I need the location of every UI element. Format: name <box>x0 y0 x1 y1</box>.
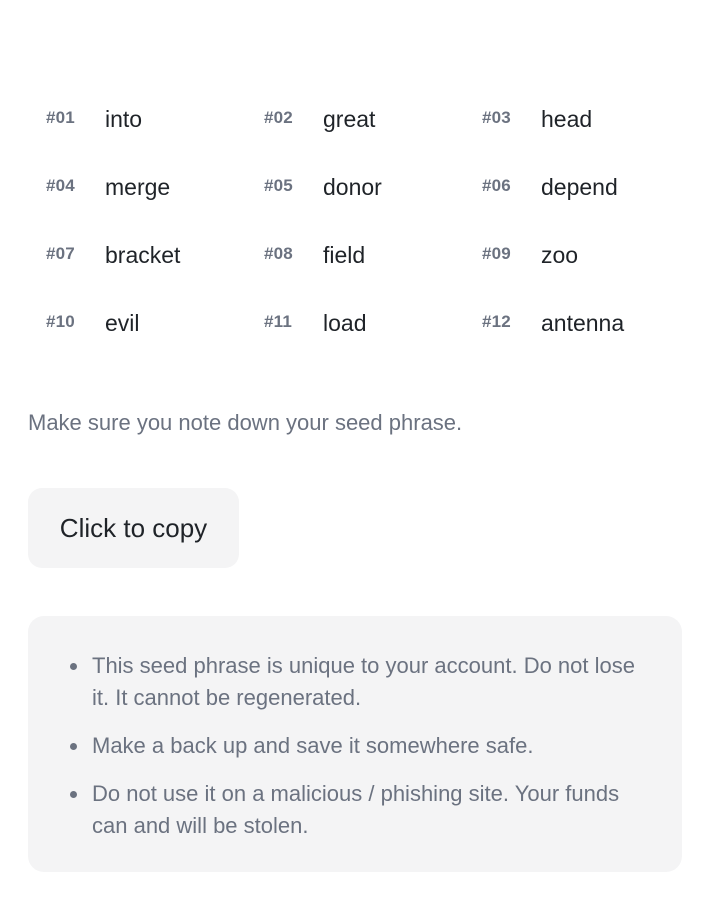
seed-word: field <box>323 242 366 268</box>
seed-word-number: #01 <box>46 108 75 127</box>
warning-item <box>68 650 642 714</box>
seed-word-number: #04 <box>46 176 75 195</box>
seed-word-item <box>46 106 264 140</box>
seed-word-item <box>46 242 264 276</box>
seed-word-number: #03 <box>482 108 511 127</box>
seed-word: antenna <box>541 310 625 336</box>
warning-list <box>68 650 642 842</box>
seed-word: evil <box>105 310 140 336</box>
seed-word: head <box>541 106 593 132</box>
seed-word-number: #10 <box>46 312 75 331</box>
bullet-icon <box>70 743 77 750</box>
seed-word-item <box>264 310 482 344</box>
warning-text: Make a back up and save it somewhere safe. <box>92 733 534 758</box>
seed-word-item <box>46 174 264 208</box>
bullet-icon <box>70 791 77 798</box>
seed-word-number: #11 <box>264 312 293 331</box>
seed-word: bracket <box>105 242 181 268</box>
seed-word-number: #07 <box>46 244 75 263</box>
seed-word-number: #12 <box>482 312 511 331</box>
seed-word-item <box>264 106 482 140</box>
seed-word-item <box>482 242 700 276</box>
seed-word: merge <box>105 174 171 200</box>
seed-word-number: #06 <box>482 176 511 195</box>
seed-word-item <box>46 310 264 344</box>
warning-text: This seed phrase is unique to your account. Do not lose it. It cannot be regenerated. <box>92 653 635 710</box>
seed-word-number: #05 <box>264 176 293 195</box>
seed-word: donor <box>323 174 382 200</box>
seed-word: into <box>105 106 143 132</box>
seed-word-number: #09 <box>482 244 511 263</box>
warning-panel <box>28 616 682 872</box>
seed-word-item <box>264 174 482 208</box>
seed-word-item <box>482 174 700 208</box>
seed-word: load <box>323 310 367 336</box>
seed-word-item <box>482 106 700 140</box>
bullet-icon <box>70 663 77 670</box>
seed-word-number: #02 <box>264 108 293 127</box>
warning-item <box>68 778 642 842</box>
seed-phrase-note: Make sure you note down your seed phrase. <box>28 410 463 435</box>
seed-phrase-grid <box>46 106 700 378</box>
warning-text: Do not use it on a malicious / phishing site. Your funds can and will be stolen. <box>92 781 620 838</box>
seed-word: great <box>323 106 376 132</box>
seed-word-item <box>264 242 482 276</box>
seed-word: depend <box>541 174 618 200</box>
copy-button[interactable]: Click to copy <box>28 488 239 568</box>
seed-word: zoo <box>541 242 579 268</box>
seed-word-item <box>482 310 700 344</box>
seed-word-number: #08 <box>264 244 293 263</box>
warning-item <box>68 730 642 762</box>
